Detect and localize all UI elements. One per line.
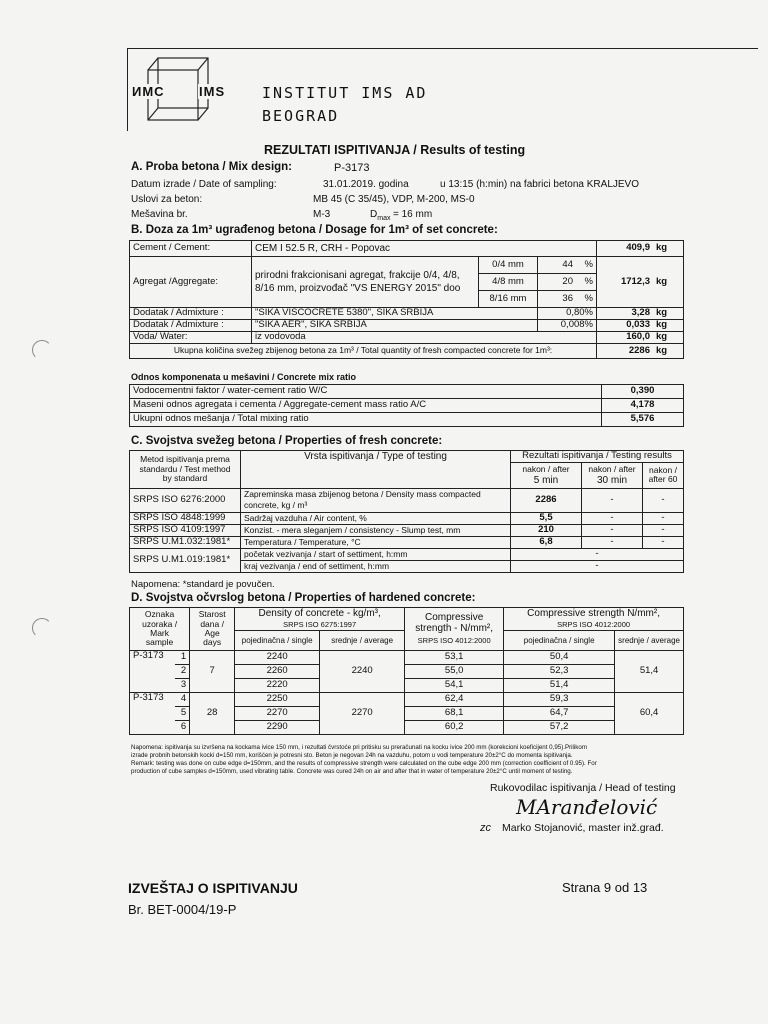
density-average: 2240 bbox=[320, 651, 405, 693]
fraction-name: 8/16 mm bbox=[479, 291, 538, 308]
value-30min: - bbox=[582, 536, 643, 548]
sample-age: 7 bbox=[190, 651, 235, 693]
punch-hole bbox=[32, 618, 52, 638]
admixture2-pct: 0,008% bbox=[538, 320, 597, 332]
signature-name: Marko Stojanović, master inž.građ. bbox=[502, 822, 664, 834]
hardened-notes: Napomena: ispitivanja su izvršena na kockama ivice 150 mm, i rezultati čvrstoće pri pritisku su preračunati na kocku ivice 200 mm (korekcioni koeficijent 0,95).Prilikom izrade probnih betonskih kocki d=150 mm, korišćen je potresni sto. Beton je negovan 24h na vazduhu, potom u vodi temperature 20±2°C do momenta ispitivanja. Remark: testing was done on cube edge d=150mm, and the results of compressive strength were calculated on the cube edge 200 mm (correction coefficient of 0.95). For production of cube samples d=150mm, used vibrating table. Concrete was cured 24h on air and after that in water of temperature 20±2°C until moment of testing. bbox=[131, 744, 597, 775]
ratio-value: 4,178 bbox=[602, 399, 684, 413]
density-single: 2240 bbox=[235, 651, 320, 665]
value-5min: 5,5 bbox=[511, 512, 582, 524]
density-header: Density of concrete - kg/m³, SRPS ISO 6275:1997 bbox=[235, 608, 405, 631]
admixture1-value: "SIKA VISCOCRETE 5380", SIKA SRBIJA bbox=[252, 308, 538, 320]
comp-strength: 54,1 bbox=[405, 679, 504, 693]
comp-strength: 53,1 bbox=[405, 651, 504, 665]
time-text: u 13:15 (h:min) na fabrici betona KRALJEVO bbox=[440, 179, 639, 190]
value-30min: - bbox=[582, 488, 643, 512]
page-title: REZULTATI ISPITIVANJA / Results of testing bbox=[264, 143, 526, 157]
ratio-table bbox=[129, 384, 684, 427]
admixture2-value: "SIKA AER", SIKA SRBIJA bbox=[252, 320, 538, 332]
water-label: Voda/ Water: bbox=[130, 332, 252, 344]
cement-qty: 409,9 bbox=[597, 241, 654, 257]
results-header: Rezultati ispitivanja / Testing results bbox=[511, 451, 684, 463]
institute-city: BEOGRAD bbox=[262, 107, 340, 125]
conditions-value: MB 45 (C 35/45), VDP, M-200, MS-0 bbox=[313, 194, 475, 205]
ratio-label: Ukupni odnos mešanja / Total mixing ratio bbox=[130, 413, 602, 427]
fraction-pct: 36 % bbox=[538, 291, 597, 308]
type-cell: Sadržaj vazduha / Air content, % bbox=[241, 512, 511, 524]
setting-std: SRPS U.M1.019:1981* bbox=[130, 548, 241, 572]
value-30min: - bbox=[582, 512, 643, 524]
aggregate-qty: 1712,3 bbox=[597, 257, 654, 308]
cement-unit: kg bbox=[653, 241, 684, 257]
date-value: 31.01.2019. godina bbox=[323, 179, 409, 190]
cs-single: 64,7 bbox=[504, 707, 615, 721]
sample-age: 28 bbox=[190, 693, 235, 735]
value-5min: 6,8 bbox=[511, 536, 582, 548]
total-label: Ukupna količina svežeg zbijenog betona za 1m³ / Total quantity of fresh compacted concrete for 1m³: bbox=[130, 344, 597, 359]
section-a-heading: A. Proba betona / Mix design: bbox=[131, 161, 293, 173]
sample-mark: P-3173 bbox=[130, 651, 176, 693]
admixture2-unit: kg bbox=[653, 320, 684, 332]
signature-scribble: MAranđelović bbox=[516, 795, 658, 819]
value-60min: - bbox=[643, 536, 684, 548]
density-average-header: srednje / average bbox=[320, 631, 405, 651]
value-60min: - bbox=[643, 488, 684, 512]
fraction-name: 0/4 mm bbox=[479, 257, 538, 274]
sample-number: 1 bbox=[175, 651, 190, 665]
sample-mark: P-3173 bbox=[130, 693, 176, 735]
aggregate-label: Agregat /Aggregate: bbox=[130, 257, 252, 308]
std-cell: SRPS U.M1.032:1981* bbox=[130, 536, 241, 548]
setting-start-value: - bbox=[511, 548, 684, 560]
punch-hole bbox=[32, 340, 52, 360]
admixture1-pct: 0,80% bbox=[538, 308, 597, 320]
value-5min: 210 bbox=[511, 524, 582, 536]
cs-single-header: pojedinačna / single bbox=[504, 631, 615, 651]
setting-end-label: kraj vezivanja / end of settiment, h:mm bbox=[241, 560, 511, 572]
type-cell: Zapreminska masa zbijenog betona / Density mass compacted concrete, kg / m³ bbox=[241, 488, 511, 512]
logo-right-text: IMS bbox=[199, 84, 226, 99]
admixture2-qty: 0,033 bbox=[597, 320, 654, 332]
footer-report-title: IZVEŠTAJ O ISPITIVANJU bbox=[128, 880, 298, 896]
water-unit: kg bbox=[653, 332, 684, 344]
mixer-value: M-3 bbox=[313, 209, 331, 220]
cs-average: 60,4 bbox=[615, 693, 684, 735]
value-30min: - bbox=[582, 524, 643, 536]
comp-header: Compressive strength - N/mm², SRPS ISO 4012:2000 bbox=[405, 608, 504, 651]
admixture1-label: Dodatak / Admixture : bbox=[130, 308, 252, 320]
ratio-label: Maseni odnos agregata i cementa / Aggregate-cement mass ratio A/C bbox=[130, 399, 602, 413]
dmax-label: $D_{max}$ bbox=[370, 209, 391, 222]
cement-label: Cement / Cement: bbox=[130, 241, 252, 257]
ratio-value: 5,576 bbox=[602, 413, 684, 427]
density-single: 2220 bbox=[235, 679, 320, 693]
hardened-concrete-table bbox=[129, 607, 684, 735]
comp-strength: 60,2 bbox=[405, 721, 504, 735]
density-single-header: pojedinačna / single bbox=[235, 631, 320, 651]
age-header: Starost dana / Age days bbox=[190, 608, 235, 651]
logo-left-text: ИМС bbox=[132, 84, 165, 99]
setting-start-label: početak vezivanja / start of settiment, h:mm bbox=[241, 548, 511, 560]
dosage-table bbox=[129, 240, 684, 359]
cs-header: Compressive strength N/mm², SRPS ISO 4012:2000 bbox=[504, 608, 684, 631]
aggregate-unit: kg bbox=[653, 257, 684, 308]
signature-initials: zc bbox=[480, 822, 491, 834]
sample-number: 5 bbox=[175, 707, 190, 721]
value-5min: 2286 bbox=[511, 488, 582, 512]
cs-average: 51,4 bbox=[615, 651, 684, 693]
type-cell: Temperatura / Temperature, °C bbox=[241, 536, 511, 548]
ratio-heading: Odnos komponenata u mešavini / Concrete mix ratio bbox=[131, 372, 357, 382]
fresh-note: Napomena: *standard je povučen. bbox=[131, 579, 275, 590]
method-header: Metod ispitivanja prema standardu / Test method by standard bbox=[130, 451, 241, 489]
institute-name: INSTITUT IMS AD bbox=[262, 84, 428, 102]
cs-single: 50,4 bbox=[504, 651, 615, 665]
sample-number: 4 bbox=[175, 693, 190, 707]
mark-header: Oznaka uzoraka / Mark sample bbox=[130, 608, 190, 651]
admixture1-qty: 3,28 bbox=[597, 308, 654, 320]
mix-code: P-3173 bbox=[334, 162, 370, 174]
admixture2-label: Dodatak / Admixture : bbox=[130, 320, 252, 332]
subcol-5min: nakon / after 5 min bbox=[511, 462, 582, 488]
density-single: 2250 bbox=[235, 693, 320, 707]
type-header: Vrsta ispitivanja / Type of testing bbox=[241, 451, 511, 489]
cs-single: 51,4 bbox=[504, 679, 615, 693]
density-average: 2270 bbox=[320, 693, 405, 735]
signature-role: Rukovodilac ispitivanja / Head of testing bbox=[490, 782, 676, 794]
fraction-name: 4/8 mm bbox=[479, 274, 538, 291]
fraction-pct: 20 % bbox=[538, 274, 597, 291]
section-d-heading: D. Svojstva očvrslog betona / Properties of hardened concrete: bbox=[131, 592, 476, 604]
density-single: 2270 bbox=[235, 707, 320, 721]
comp-strength: 55,0 bbox=[405, 665, 504, 679]
value-60min: - bbox=[643, 512, 684, 524]
ratio-value: 0,390 bbox=[602, 385, 684, 399]
sample-number: 3 bbox=[175, 679, 190, 693]
water-value: iz vodovoda bbox=[252, 332, 597, 344]
subcol-60min: nakon / after 60 bbox=[643, 462, 684, 488]
cs-average-header: srednje / average bbox=[615, 631, 684, 651]
cement-value: CEM I 52.5 R, CRH - Popovac bbox=[252, 241, 597, 257]
std-cell: SRPS ISO 4848:1999 bbox=[130, 512, 241, 524]
ratio-label: Vodocementni faktor / water-cement ratio W/C bbox=[130, 385, 602, 399]
footer-report-number: Br. BET-0004/19-P bbox=[128, 902, 237, 917]
sample-number: 6 bbox=[175, 721, 190, 735]
density-single: 2260 bbox=[235, 665, 320, 679]
water-qty: 160,0 bbox=[597, 332, 654, 344]
std-cell: SRPS ISO 6276:2000 bbox=[130, 488, 241, 512]
section-b-heading: B. Doza za 1m³ ugrađenog betona / Dosage for 1m³ of set concrete: bbox=[131, 224, 498, 236]
std-cell: SRPS ISO 4109:1997 bbox=[130, 524, 241, 536]
subcol-30min: nakon / after 30 min bbox=[582, 462, 643, 488]
density-single: 2290 bbox=[235, 721, 320, 735]
date-label: Datum izrade / Date of sampling: bbox=[131, 179, 277, 190]
comp-strength: 62,4 bbox=[405, 693, 504, 707]
mixer-label: Mešavina br. bbox=[131, 209, 188, 220]
total-qty: 2286 bbox=[597, 344, 654, 359]
type-cell: Konzist. - mera sleganjem / consistency - Slump test, mm bbox=[241, 524, 511, 536]
value-60min: - bbox=[643, 524, 684, 536]
admixture1-unit: kg bbox=[653, 308, 684, 320]
footer-page-number: Strana 9 od 13 bbox=[562, 880, 648, 895]
total-unit: kg bbox=[653, 344, 684, 359]
cs-single: 57,2 bbox=[504, 721, 615, 735]
setting-end-value: - bbox=[511, 560, 684, 572]
fraction-pct: 44 % bbox=[538, 257, 597, 274]
fresh-concrete-table bbox=[129, 450, 684, 573]
sample-number: 2 bbox=[175, 665, 190, 679]
dmax-value: = 16 mm bbox=[393, 209, 433, 220]
aggregate-desc: prirodni frakcionisani agregat, frakcije 0/4, 4/8, 8/16 mm, proizvođač "VS ENERGY 2015" doo bbox=[252, 257, 479, 308]
cs-single: 59,3 bbox=[504, 693, 615, 707]
comp-strength: 68,1 bbox=[405, 707, 504, 721]
cs-single: 52,3 bbox=[504, 665, 615, 679]
section-c-heading: C. Svojstva svežeg betona / Properties of fresh concrete: bbox=[131, 435, 443, 447]
conditions-label: Uslovi za beton: bbox=[131, 194, 203, 205]
